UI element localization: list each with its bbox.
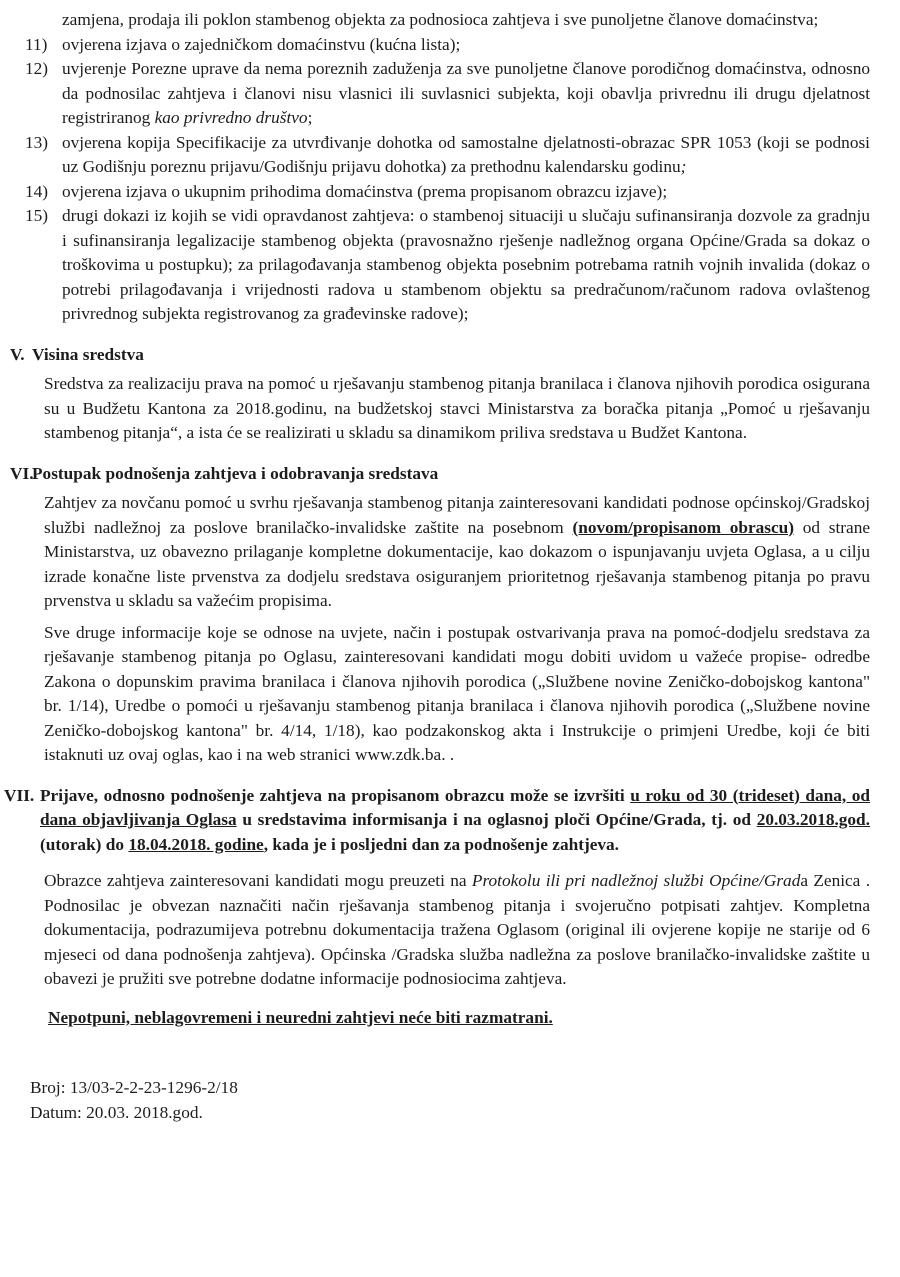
list-item-12 [0,57,870,131]
section-vi-paragraph-2 [44,621,870,768]
text-segment: uvjerenje Porezne uprave da nema poreznih zaduženja za sve punoljetne članove porodičnog domaćinstva, odnosno da podnosilac zahtjeva i članovi nisu vlasnici ili suvlasnici subjekta, koji obavlja privrednu ili drugu djelatnost registriranog [62,59,870,127]
text-segment: (utorak) do [40,834,129,854]
text-segment: ovjerena izjava o ukupnim prihodima domaćinstva (prema propisanom obrazcu izjave); [62,181,668,201]
text-segment: Datum: 20.03. 2018.god. [30,1102,203,1122]
list-item-13 [0,131,870,180]
item-number: 14) [25,181,49,201]
text-segment: ; [307,108,313,127]
item-number: VI. [10,463,34,483]
item-number: VII. [4,785,35,805]
section-v-heading [0,343,870,368]
list-item-15 [0,204,870,327]
text-segment: (novom/propisanom obrascu) [572,517,795,537]
section-vi-heading [0,462,870,487]
text-segment: Sve druge informacije koje se odnose na uvjete, način i postupak ostvarivanja prava na pomoć-dodjelu sredstava za rješavanje stambenog pitanja po Oglasu, zainteresovani kandidati mogu dobiti uvidom u važeće propise- odredbe Zakona o dopunskim pravima branilaca i članova njihovih porodica („Službene novine Zeničko-dobojskog kantona" br. 1/14), Uredbe o pomoći u rješavanju stambenog pitanja branilaca i članova njihovih porodica („Službene novine Zeničko-dobojskog kantona" br. 4/14, 1/18), kao podzakonskog akta i Instrukcije o primjeni Uredbe, koji će biti istaknuti uz ovaj oglas, kao i na web stranici www.zdk.ba. . [44,622,870,764]
text-segment: a Zenica . Podnosilac je obvezan naznačiti način rješavanja stambenog pitanja i svojeručno potpisati zahtjev. Kompletna dokumentacija, podrazumijeva potrebnu dokumentacija tražena Oglasom (original ili ovjerene kopije ne starije od 6 mjeseci od dana podnošenja zahtjeva). Općinska /Gradska služba nadležna za poslove branilačko-invalidske zaštite u obavezi je pružiti sve potrebne dodatne informacije podnosiocima zahtjeva. [44,871,871,988]
text-segment: kao privredno društvo [154,108,308,127]
text-segment: Visina sredstva [32,344,144,364]
section-vii-paragraph [44,869,870,992]
text-segment: ovjerena izjava o zajedničkom domaćinstvu (kućna lista); [62,34,461,54]
section-v-paragraph [44,372,870,446]
section-vii-deadline-notice [0,784,870,858]
text-segment: zamjena, prodaja ili poklon stambenog objekta za podnosioca zahtjeva i sve punoljetne članove domaćinstva; [62,10,819,29]
text-segment: Prijave, odnosno podnošenje zahtjeva na propisanom obrazcu može se izvršiti [40,785,631,805]
text-segment: Nepotpuni, neblagovremeni i neuredni zahtjevi neće biti razmatrani. [48,1007,553,1027]
text-segment: ovjerena kopija Specifikacije za utvrđivanje dohotka od samostalne djelatnosti-obrazac SPR 1053 (koji se podnosi uz Godišnju poreznu prijavu/Godišnju prijavu dohotka) za prethodnu kalendarsku godinu [62,132,870,176]
text-segment: od strane Ministarstva, uz obavezno prilaganje kompletne dokumentacije, kao dokazom o ispunjavanju uvjeta Oglasa, a u cilju izrade konačne liste prvenstva za dodjelu sredstava osiguranjem prioritetnog rješavanja stambenog pitanja po pravu prvenstva u skladu sa važećim propisima. [44,517,870,610]
text-segment: Obrazce zahtjeva zainteresovani kandidati mogu preuzeti na [44,871,472,890]
text-segment: u sredstavima informisanja i na oglasnoj ploči Općine/Grada, tj. od [236,810,757,829]
document-body [0,8,870,1125]
text-segment: Zahtjev za novčanu pomoć u svrhu rješavanja stambenog pitanja zainteresovani kandidati podnose općinskoj/Gradskoj službi nadležnoj za poslove branilačko-invalidske zaštite na posebnom [44,493,870,537]
text-segment: Sredstva za realizaciju prava na pomoć u rješavanju stambenog pitanja branilaca i članova njihovih porodica osigurana su u Budžetu Kantona za 2018.godinu, na budžetskoj stavci Ministarstva za boračka pitanja „Pomoć u rješavanju stambenog pitanja“, a ista će se realizirati u skladu sa dinamikom priliva sredstava u Budžet Kantona. [44,374,870,442]
item-number: V. [10,344,25,364]
doc-number [30,1076,870,1101]
section-vi-paragraph-1 [44,491,870,614]
text-segment: drugi dokazi iz kojih se vidi opravdanost zahtjeva: o stambenoj situaciji u slučaju sufinansiranja dozvole za gradnju i sufinansiranja legalizacije stambenog objekta (pravosnažno rješenje nadležnog organa Općine/Grada sa dokaz o troškovima u postupku); za prilagođavanja stambenog objekta posebnim potrebama ratnih vojnih invalida (dokaz o potrebi prilagođavanja i vrijednosti radova u stambenom objektu sa predračunom/računom radova ovlaštenog privrednog subjekta registrovanog za građevinske radove); [62,206,870,323]
list-item-14 [0,180,870,205]
text-segment: Protokolu ili pri nadležnoj službi Općine/Grad [471,871,801,890]
item-number: 11) [25,34,48,54]
item-number: 15) [25,206,49,225]
item-number: 13) [25,132,49,152]
doc-date [30,1101,870,1126]
item-number: 12) [25,59,49,78]
rejection-notice [48,1006,870,1031]
text-segment: , kada je i posljedni dan za podnošenje zahtjeva. [263,834,619,854]
text-segment: ; [680,157,687,176]
text-segment: Broj: 13/03-2-2-23-1296-2/18 [30,1078,238,1097]
text-segment: Postupak podnošenja zahtjeva i odobravanja sredstava [32,463,439,483]
list-item-10-continuation [0,8,870,33]
text-segment: u roku od 30 (trideset) dana, od dana objavljivanja Oglasa [40,785,870,829]
text-segment: 20.03.2018.god. [756,810,870,829]
text-segment: 18.04.2018. godine [128,834,264,854]
list-item-11 [0,33,870,58]
